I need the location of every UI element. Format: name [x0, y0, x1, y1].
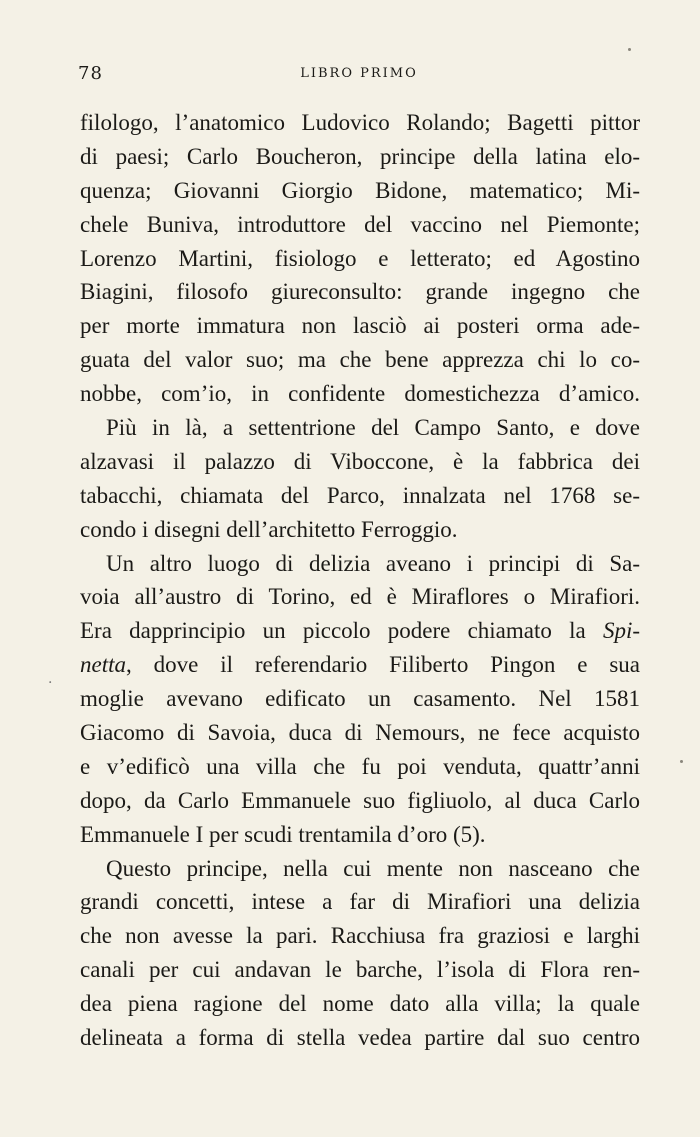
text-line: voia all’austro di Torino, ed è Miraflores o Mirafiori. [80, 584, 640, 610]
text-line: Più in là, a settentrione del Campo Santo, e dove [106, 415, 640, 441]
text-line: condo i disegni dell’architetto Ferroggio. [80, 516, 458, 542]
text-line: nobbe, com’io, in confidente domestichezza d’amico. [80, 381, 640, 407]
text-line: di paesi; Carlo Boucheron, principe della latina elo- [80, 143, 640, 169]
text-line: dopo, da Carlo Emmanuele suo figliuolo, al duca Carlo [80, 787, 640, 813]
paragraph-2 [80, 411, 640, 547]
text-fragment: , dove il referendario Filiberto Pingon e sua [126, 652, 640, 678]
page-number: 78 [78, 63, 103, 84]
text-line: Un altro luogo di delizia aveano i principi di Sa- [106, 550, 640, 576]
text-line: Lorenzo Martini, fisiologo e letterato; ed Agostino [80, 245, 640, 271]
paragraph-1 [80, 106, 640, 411]
margin-mark: · [48, 675, 53, 691]
text-line: moglie avevano edificato un casamento. Nel 1581 [80, 686, 640, 712]
text-line: per morte immatura non lasciò ai posteri orma ade- [80, 313, 640, 339]
body-text [80, 106, 640, 1055]
text-line: dea piena ragione del nome dato alla villa; la quale [80, 991, 640, 1017]
text-line: alzavasi il palazzo di Viboccone, è la fabbrica dei [80, 448, 640, 474]
text-line: delineata a forma di stella vedea partire dal suo centro [80, 1025, 640, 1051]
text-line: Emmanuele I per scudi trentamila d’oro (5). [80, 821, 486, 847]
text-line: e v’edificò una villa che fu poi venduta, quattr’anni [80, 753, 640, 779]
text-line [80, 648, 640, 682]
page-header [78, 63, 640, 89]
text-line: grandi concetti, intese a far di Mirafiori una delizia [80, 889, 640, 915]
paper-speck [680, 760, 683, 763]
text-line [80, 614, 640, 648]
italic-place-name: netta [80, 652, 126, 678]
text-line: Questo principe, nella cui mente non nasceano che [106, 855, 640, 881]
paragraph-3 [80, 547, 640, 852]
text-line: canali per cui andavan le barche, l’isola di Flora ren- [80, 957, 640, 983]
text-line: Giacomo di Savoia, duca di Nemours, ne fece acquisto [80, 720, 640, 746]
paper-speck [628, 48, 631, 51]
running-title: LIBRO PRIMO [300, 66, 418, 81]
text-line: quenza; Giovanni Giorgio Bidone, matematico; Mi- [80, 177, 640, 203]
text-line: Biagini, filosofo giureconsulto: grande ingegno che [80, 279, 640, 305]
text-line: filologo, l’anatomico Ludovico Rolando; Bagetti pittor [80, 110, 640, 135]
text-line: che non avesse la pari. Racchiusa fra graziosi e larghi [80, 923, 640, 949]
text-line: guata del valor suo; ma che bene apprezza chi lo co- [80, 347, 640, 373]
text-line: chele Buniva, introduttore del vaccino nel Piemonte; [80, 211, 640, 237]
text-line: tabacchi, chiamata del Parco, innalzata nel 1768 se- [80, 482, 640, 508]
italic-place-name: Spi- [602, 618, 640, 644]
text-fragment: Era dapprincipio un piccolo podere chiamato la [80, 618, 603, 644]
paragraph-4 [80, 852, 640, 1055]
